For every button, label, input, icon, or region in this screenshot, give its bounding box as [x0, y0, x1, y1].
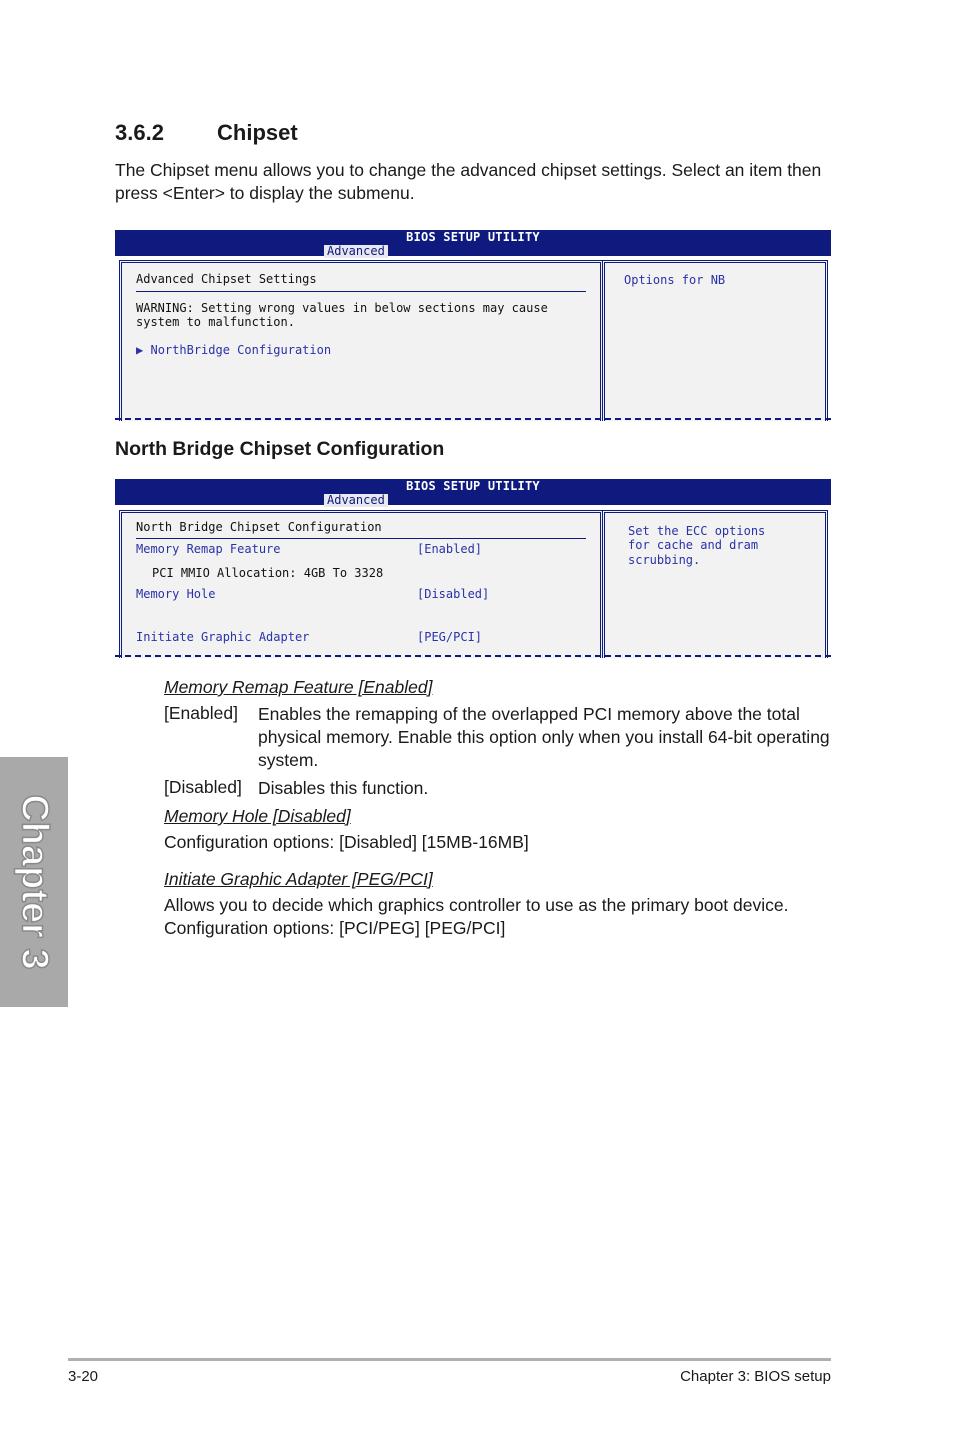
bios-screenshot-chipset	[115, 230, 831, 422]
footer-chapter-title: Chapter 3: BIOS setup	[680, 1368, 831, 1385]
bios-help-panel	[602, 260, 828, 421]
help-line-2: for cache and dram	[628, 538, 759, 552]
warning-line-2: system to malfunction.	[136, 315, 295, 329]
setting-memory-remap[interactable]	[136, 542, 281, 556]
item-title-graphic-adapter: Initiate Graphic Adapter [PEG/PCI]	[164, 869, 433, 889]
subheading: North Bridge Chipset Configuration	[115, 438, 445, 460]
setting-memory-hole[interactable]	[136, 587, 215, 601]
footer-rule	[68, 1358, 831, 1361]
bios-bottom-edge	[115, 655, 831, 657]
bios-help-panel	[602, 510, 828, 658]
warning-line-1: WARNING: Setting wrong values in below sections may cause	[136, 301, 548, 315]
option-disabled-desc: Disables this function.	[258, 778, 429, 798]
panel-title-rule	[136, 291, 586, 292]
setting-initiate-graphic[interactable]	[136, 630, 309, 644]
pci-mmio-allocation: PCI MMIO Allocation: 4GB To 3328	[152, 566, 384, 580]
help-line-1: Set the ECC options	[628, 524, 766, 538]
setting-label: Initiate Graphic Adapter	[136, 630, 310, 644]
option-disabled: [Disabled]	[164, 777, 242, 797]
memory-hole-desc: Configuration options: [Disabled] [15MB-16MB]	[164, 832, 529, 852]
bios-main-panel	[119, 260, 603, 421]
panel-title: Advanced Chipset Settings	[136, 272, 317, 286]
section-number: 3.6.2	[115, 120, 164, 145]
chapter-side-label: Chapter 3	[13, 794, 56, 970]
setting-initiate-graphic-value[interactable]: [PEG/PCI]	[417, 630, 483, 644]
setting-label: Memory Remap Feature	[136, 542, 281, 556]
item-title-memory-hole: Memory Hole [Disabled]	[164, 806, 351, 826]
bios-header-bar	[115, 479, 831, 505]
setting-memory-remap-value[interactable]: [Enabled]	[417, 542, 483, 556]
bios-screenshot-northbridge	[115, 479, 831, 659]
option-enabled: [Enabled]	[164, 703, 238, 723]
help-line-3: scrubbing.	[628, 553, 701, 567]
graphic-adapter-desc-1: Allows you to decide which graphics controller to use as the primary boot device.	[164, 895, 789, 915]
setting-memory-hole-value[interactable]: [Disabled]	[417, 587, 490, 601]
bios-header-title: BIOS SETUP UTILITY	[406, 230, 540, 244]
tab-advanced[interactable]: Advanced	[324, 494, 388, 507]
section-heading	[115, 120, 298, 146]
footer-page-number: 3-20	[68, 1368, 99, 1385]
bios-main-panel	[119, 510, 603, 658]
bios-header-bar	[115, 230, 831, 256]
submenu-arrow-icon: ▶	[136, 343, 144, 357]
graphic-adapter-desc-2: Configuration options: [PCI/PEG] [PEG/PCI]	[164, 918, 506, 938]
setting-label: Memory Hole	[136, 587, 216, 601]
panel-title-rule	[136, 538, 586, 539]
panel-title: North Bridge Chipset Configuration	[136, 520, 382, 534]
item-title-memory-remap: Memory Remap Feature [Enabled]	[164, 677, 433, 697]
tab-advanced[interactable]: Advanced	[324, 245, 388, 258]
section-title: Chipset	[217, 120, 298, 145]
chapter-side-tab	[0, 757, 68, 1007]
bios-bottom-edge	[115, 418, 831, 420]
submenu-label: NorthBridge Configuration	[150, 343, 332, 357]
intro-paragraph: The Chipset menu allows you to change the advanced chipset settings. Select an item then press <Enter> to display the submenu.	[115, 160, 822, 203]
help-text: Options for NB	[624, 273, 726, 287]
submenu-northbridge[interactable]	[136, 343, 331, 357]
bios-header-title: BIOS SETUP UTILITY	[406, 479, 540, 493]
option-enabled-desc: Enables the remapping of the overlapped PCI memory above the total physical memory. Enable this option only when you install 64-bit operating system.	[258, 704, 830, 770]
